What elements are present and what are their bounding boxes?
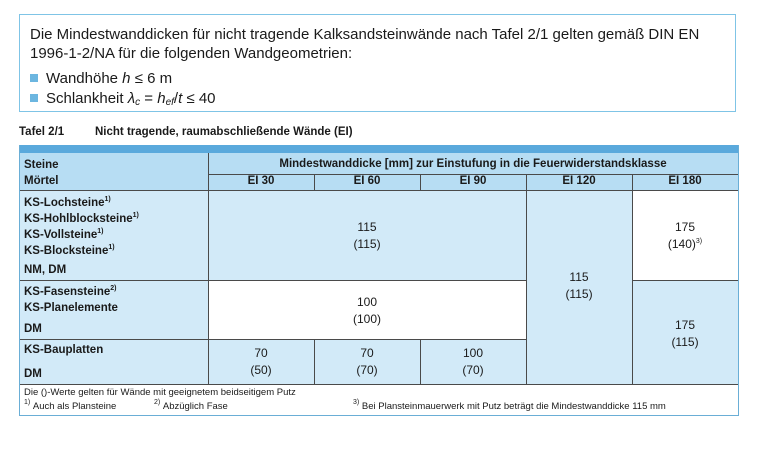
header-stones-mortar	[24, 157, 59, 189]
row2-value-ei30-90	[208, 294, 526, 328]
header-ei60: EI 60	[353, 175, 381, 187]
stone-vollsteine: KS-Vollsteine	[24, 229, 98, 241]
bullet-wall-height	[30, 68, 725, 88]
stone-fasensteine: KS-Fasensteine	[24, 286, 111, 298]
grid-line	[20, 339, 526, 340]
value-plastered: (50)	[250, 363, 272, 377]
relation: ≤ 40	[186, 89, 216, 107]
var-h: h	[157, 89, 166, 107]
table-title	[19, 126, 353, 138]
bullet-slenderness	[30, 88, 725, 108]
header-ei90: EI 90	[459, 175, 487, 187]
grid-line	[20, 190, 738, 191]
value-plastered: (115)	[565, 287, 593, 301]
table-number: Tafel 2/1	[19, 126, 65, 138]
footnote-mark: 1)	[108, 244, 115, 251]
table-top-bar	[20, 145, 738, 153]
header-ei30: EI 30	[247, 175, 275, 187]
footnote-general: Die ()-Werte gelten für Wände mit geeignetem beidseitigem Putz	[24, 387, 296, 398]
var-t: t	[178, 89, 183, 107]
value-plastered: (115)	[353, 237, 381, 251]
footnote-3	[353, 401, 666, 412]
footnote-mark: 1)	[132, 212, 139, 219]
value: 70	[360, 346, 374, 360]
row1-value-ei30-90	[208, 219, 526, 253]
value: 175	[674, 220, 696, 234]
grid-line	[632, 174, 633, 384]
footnote-1	[24, 401, 116, 412]
header-mortar: Mörtel	[24, 175, 59, 187]
relation: ≤ 6 m	[134, 69, 173, 87]
header-group: Mindestwanddicke [mm] zur Einstufung in die Feuerwiderstandsklasse	[279, 158, 667, 170]
intro-box	[19, 14, 736, 112]
row2-stones	[24, 284, 118, 316]
row3-mortar: DM	[24, 368, 42, 380]
bullet-label: Wandhöhe	[46, 69, 118, 87]
value: 115	[569, 270, 589, 284]
footnote-text: Abzüglich Fase	[162, 401, 228, 412]
row3-value-ei90	[420, 345, 526, 379]
slash: /	[173, 89, 179, 107]
ei180-merged-value	[632, 317, 738, 351]
footnote-mark: 1)	[104, 196, 111, 203]
grid-line	[20, 384, 738, 385]
footnote-mark: 1)	[24, 399, 31, 406]
footnote-mark: 2)	[154, 399, 161, 406]
bullet-square-icon	[30, 94, 38, 102]
var-lambda: λ	[127, 89, 136, 107]
value-plastered: (100)	[352, 312, 381, 326]
grid-line	[420, 174, 421, 190]
value: 70	[254, 346, 268, 360]
header-stones: Steine	[24, 159, 59, 171]
value: 115	[357, 220, 377, 234]
value-plastered: (115)	[671, 335, 699, 349]
footnote-text: Auch als Plansteine	[32, 401, 117, 412]
table-caption: Nicht tragende, raumabschließende Wände (EI)	[95, 126, 353, 138]
value: 100	[356, 295, 378, 309]
subscript-c: c	[135, 96, 141, 108]
value: 175	[674, 318, 696, 332]
row1-stones	[24, 195, 139, 259]
stone-planelemente: KS-Planelemente	[24, 302, 118, 314]
row2-mortar: DM	[24, 323, 42, 335]
stone-hohlblocksteine: KS-Hohlblocksteine	[24, 213, 133, 225]
footnote-mark: 1)	[97, 228, 104, 235]
var-h: h	[122, 69, 131, 87]
row3-stones: KS-Bauplatten	[24, 344, 104, 356]
fire-resistance-table	[19, 145, 739, 416]
value-plastered: (140)	[667, 237, 696, 251]
bullet-square-icon	[30, 74, 38, 82]
stone-lochsteine: KS-Lochsteine	[24, 197, 105, 209]
row3-value-ei30	[208, 345, 314, 379]
intro-text: Die Mindestwanddicken für nicht tragende Kalksandsteinwände nach Tafel 2/1 gelten gemäß DIN EN 1996-1-2/NA für die folgenden Wandgeometrien:	[30, 26, 700, 62]
value: 100	[462, 346, 484, 360]
bullet-label: Schlankheit	[46, 89, 124, 107]
value-plastered: (70)	[462, 363, 484, 377]
value-plastered: (70)	[356, 363, 378, 377]
footnote-mark: 2)	[110, 285, 117, 292]
grid-line	[20, 280, 526, 281]
equals: =	[144, 89, 154, 107]
stone-blocksteine: KS-Blocksteine	[24, 245, 109, 257]
grid-line	[314, 174, 315, 190]
footnote-2	[154, 401, 228, 412]
grid-line	[208, 174, 738, 175]
row3-value-ei60	[314, 345, 420, 379]
footnote-mark: 3)	[695, 238, 703, 245]
ei120-merged-value	[526, 269, 632, 303]
grid-line	[632, 280, 738, 281]
row1-mortar: NM, DM	[24, 264, 67, 276]
footnote-text: Bei Plansteinmauerwerk mit Putz beträgt die Mindestwanddicke 115 mm	[361, 401, 666, 412]
header-ei180: EI 180	[668, 175, 702, 187]
footnote-mark: 3)	[353, 399, 360, 406]
row1-value-ei180	[632, 219, 738, 253]
subscript-ef: ef	[165, 96, 174, 108]
header-ei120: EI 120	[562, 175, 596, 187]
